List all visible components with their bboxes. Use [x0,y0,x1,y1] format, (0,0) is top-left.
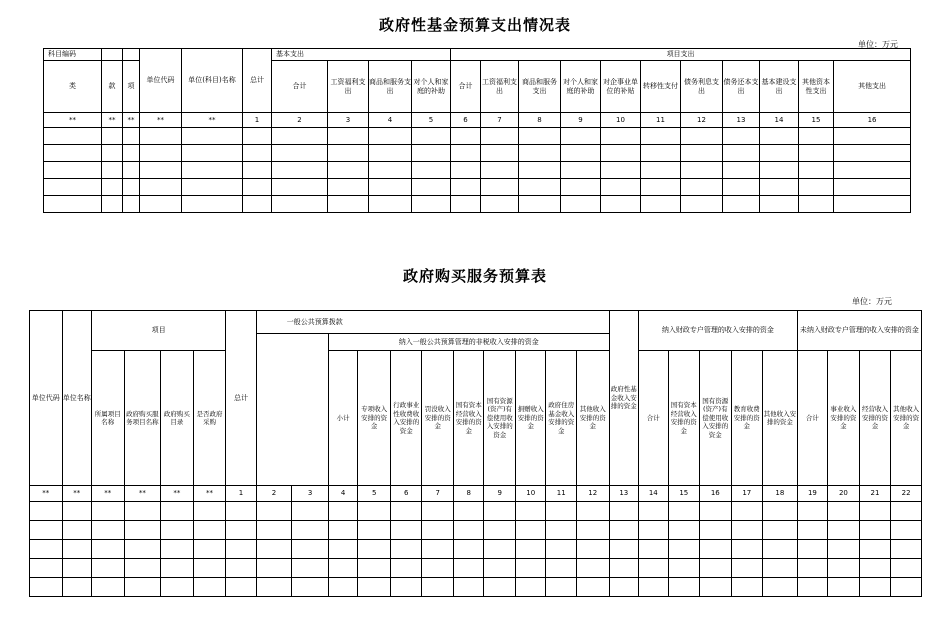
nontax-col-header: 捐赠收入安排的资金 [515,351,546,486]
project-col-header: 政府购买服务项目名称 [124,351,161,486]
project-expenditure-header: 项目支出 [451,49,911,61]
unit-code-header: 单位代码 [140,49,182,113]
index-row: ** ** ** ** ** 1 2 3 4 5 6 7 8 9 10 11 12 13 14 15 16 [44,113,911,128]
table1-title: 政府性基金预算支出情况表 [378,16,571,34]
table1-unit: 单位：万元 [858,40,898,49]
nontax-col-header: 其他收入安排的资金 [576,351,609,486]
basic-col-header: 合计 [272,61,328,113]
government-fund-expenditure-table [43,48,911,213]
nontax-header: 纳入一般公共预算管理的非税收入安排的资金 [328,334,609,351]
table2-unit: 单位：万元 [852,297,892,306]
basic-col-header: 对个人和家庭的补助 [412,61,451,113]
nontax-col-header: 政府住房基金收入安排的资金 [546,351,577,486]
project-col-header: 政府购买目录 [161,351,194,486]
unit-name-header: 单位名称 [62,311,91,486]
project-col-header: 债务利息支出 [681,61,723,113]
outside-account-header: 未纳入财政专户管理的收入安排的资金 [797,311,921,351]
total-header: 总计 [243,49,272,113]
outside-col-header: 其他收入安排的资金 [891,351,922,486]
subject-code-header: 科目编码 [44,49,102,61]
project-col-header: 商品和服务支出 [519,61,561,113]
special-col-header: 合计 [639,351,668,486]
basic-col-header: 商品和服务支出 [369,61,412,113]
project-col-header: 对企事业单位的补贴 [601,61,641,113]
nontax-col-header: 专项收入安排的资金 [358,351,391,486]
special-col-header: 教育收费安排的资金 [731,351,763,486]
nontax-col-header: 罚没收入安排的资金 [422,351,454,486]
outside-col-header: 合计 [797,351,828,486]
lei-header: 类 [44,61,102,113]
nontax-col-header: 小计 [328,351,357,486]
project-col-header: 是否政府采购 [193,351,226,486]
index-row: ** ** ** ** ** ** 1 2 3 4 5 6 7 8 9 10 11 12 13 14 15 16 17 18 19 20 21 22 [30,486,922,502]
general-budget-header: 一般公共预算拨款 [256,311,609,334]
table1-empty-rows [44,128,911,213]
unit-code-header: 单位代码 [30,311,63,486]
table2-empty-rows [30,502,922,597]
project-col-header: 转移性支付 [641,61,681,113]
special-account-header: 纳入财政专户管理的收入安排的资金 [639,311,798,351]
project-col-header: 其他支出 [834,61,911,113]
basic-col-header: 工资福利支出 [328,61,369,113]
special-col-header: 国有资本经营收入安排的资金 [668,351,700,486]
kuan-header: 款 [102,61,123,113]
unit-name-header: 单位(科目)名称 [182,49,243,113]
project-col-header: 所属项目名称 [92,351,125,486]
basic-expenditure-header: 基本支出 [272,49,451,61]
project-col-header: 债务还本支出 [723,61,760,113]
gov-fund-header: 政府性基金收入安排的资金 [609,311,638,486]
special-col-header: 国有资源(资产)有偿使用收入安排的资金 [700,351,732,486]
project-col-header: 对个人和家庭的补助 [561,61,601,113]
nontax-col-header: 国有资源(资产)有偿使用收入安排的资金 [484,351,516,486]
government-purchase-service-table [29,310,922,597]
project-header: 项目 [92,311,226,351]
project-col-header: 其他资本性支出 [799,61,834,113]
outside-col-header: 经营收入安排的资金 [859,351,891,486]
project-col-header: 工资福利支出 [481,61,519,113]
project-col-header: 合计 [451,61,481,113]
nontax-col-header: 行政事业性收费收入安排的资金 [390,351,422,486]
total-header: 总计 [226,311,257,486]
outside-col-header: 事业收入安排的资金 [828,351,860,486]
xiang-header: 项 [123,61,140,113]
table2-title: 政府购买服务预算表 [402,267,547,285]
nontax-col-header: 国有资本经营收入安排的资金 [453,351,484,486]
project-col-header: 基本建设支出 [760,61,799,113]
special-col-header: 其他收入安排的资金 [763,351,798,486]
